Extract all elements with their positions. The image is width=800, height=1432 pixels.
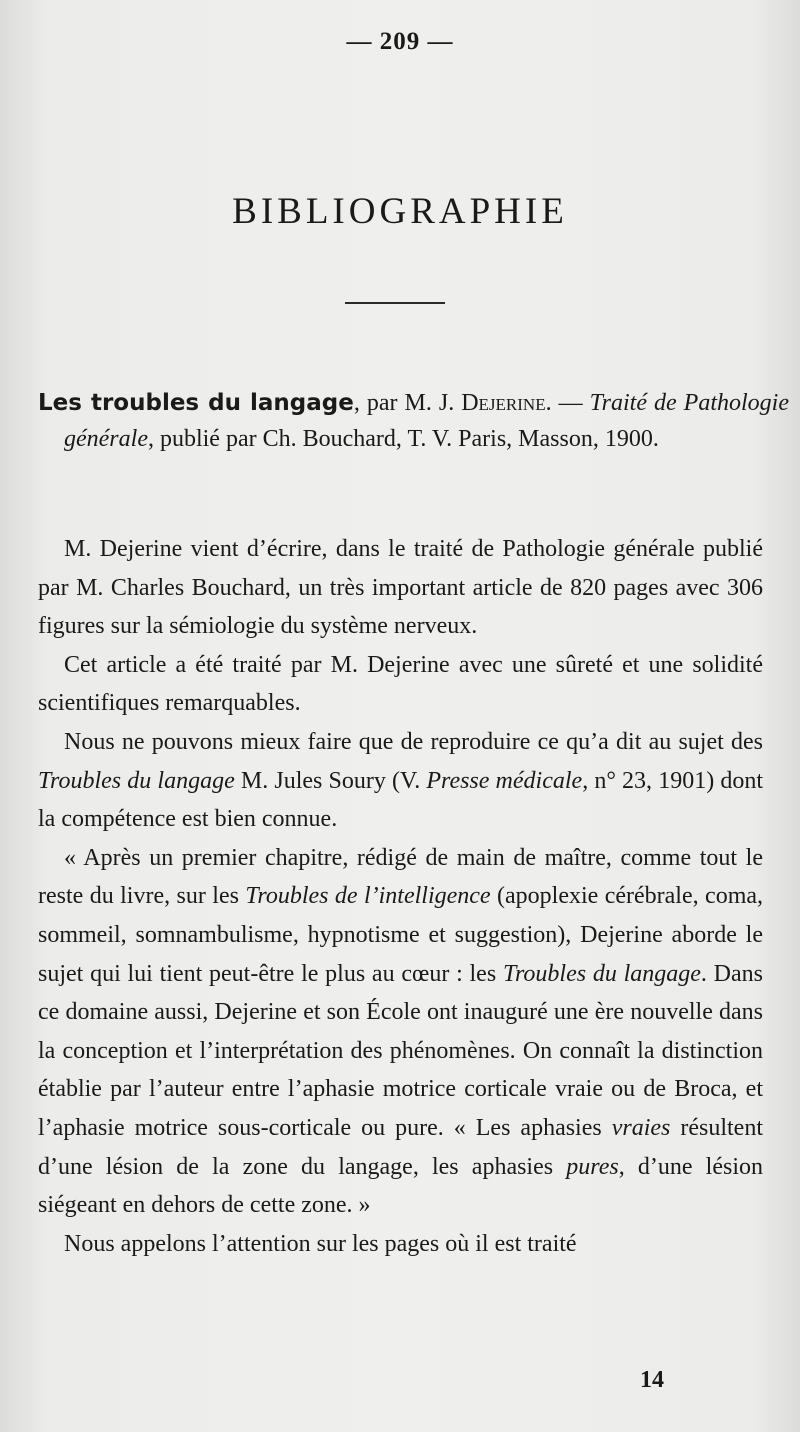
- entry-publisher: , publié par Ch. Bouchard, T. V.: [147, 426, 453, 452]
- entry-place-date: Paris, Masson, 1900.: [452, 426, 659, 452]
- signature-mark: 14: [640, 1367, 664, 1393]
- paragraph-3-text-c: , n° 23, 1901) dont la compétence est bien connue.: [38, 767, 763, 833]
- paragraph-5: Nous appelons l’attention sur les pages où il est traité: [64, 1230, 577, 1257]
- paragraph-3-italic-a: Troubles du langage: [38, 767, 235, 794]
- paragraph-3: [38, 723, 763, 839]
- paragraph-4: [38, 839, 763, 1225]
- paragraph-3-italic-b: Presse médicale: [426, 767, 583, 794]
- paragraph-4-text-a: « Après un premier chapitre, rédigé de main de maître, comme tout le reste du livre, sur les: [38, 844, 763, 910]
- entry-work: Traité de Pathologie générale: [64, 390, 789, 452]
- bibliography-entry: [38, 385, 789, 457]
- body-text: [38, 530, 763, 1263]
- paragraph-3-text-a: Nous ne pouvons mieux faire que de reproduire ce qu’a dit au sujet des: [64, 728, 763, 755]
- paragraph-4-text-c: . Dans ce domaine aussi, Dejerine et son École ont inauguré une ère nouvelle dans la conception et l’interprétation des phénomènes. On connaît la distinction établie par l’auteur entre l’aphasie motrice corticale vraie ou de Broca, et l’aphasie motrice sous-corticale ou pure. « Les aphasies: [38, 960, 764, 1141]
- page-number: — 209 —: [346, 28, 454, 55]
- entry-author: Dejerine: [461, 390, 546, 416]
- paragraph-4-text-b: (apoplexie cérébrale, coma, sommeil, somnambulisme, hypnotisme et suggestion), Dejerine aborde le sujet qui lui tient peut-être le plus au cœur : les: [38, 883, 764, 987]
- paragraph-4-text-d: résultent d’une lésion de la zone du langage, les aphasies: [38, 1114, 764, 1180]
- entry-by: , par M. J.: [353, 390, 462, 416]
- section-heading: BIBLIOGRAPHIE: [232, 191, 568, 232]
- paragraph-3-text-b: M. Jules Soury (V.: [234, 767, 427, 794]
- heading-rule: [345, 302, 445, 304]
- paragraph-4-italic-a: Troubles de l’intelligence: [245, 883, 491, 910]
- paragraph-1: M. Dejerine vient d’écrire, dans le traité de Pathologie générale publié par M. Charles Bouchard, un très important article de 820 pages avec 306 figures sur la sémiologie du système nerveux.: [38, 536, 763, 640]
- paragraph-4-italic-c: vraies: [611, 1114, 671, 1141]
- entry-title: Les troubles du langage: [38, 390, 354, 416]
- paragraph-4-text-e: , d’une lésion siégeant en dehors de cette zone. »: [38, 1153, 763, 1219]
- entry-dash: . —: [545, 390, 590, 416]
- paragraph-4-italic-b: Troubles du langage: [502, 960, 701, 987]
- paragraph-4-italic-d: pures: [566, 1153, 619, 1180]
- paragraph-2: Cet article a été traité par M. Dejerine avec une sûreté et une solidité scientifiques remarquables.: [38, 651, 763, 717]
